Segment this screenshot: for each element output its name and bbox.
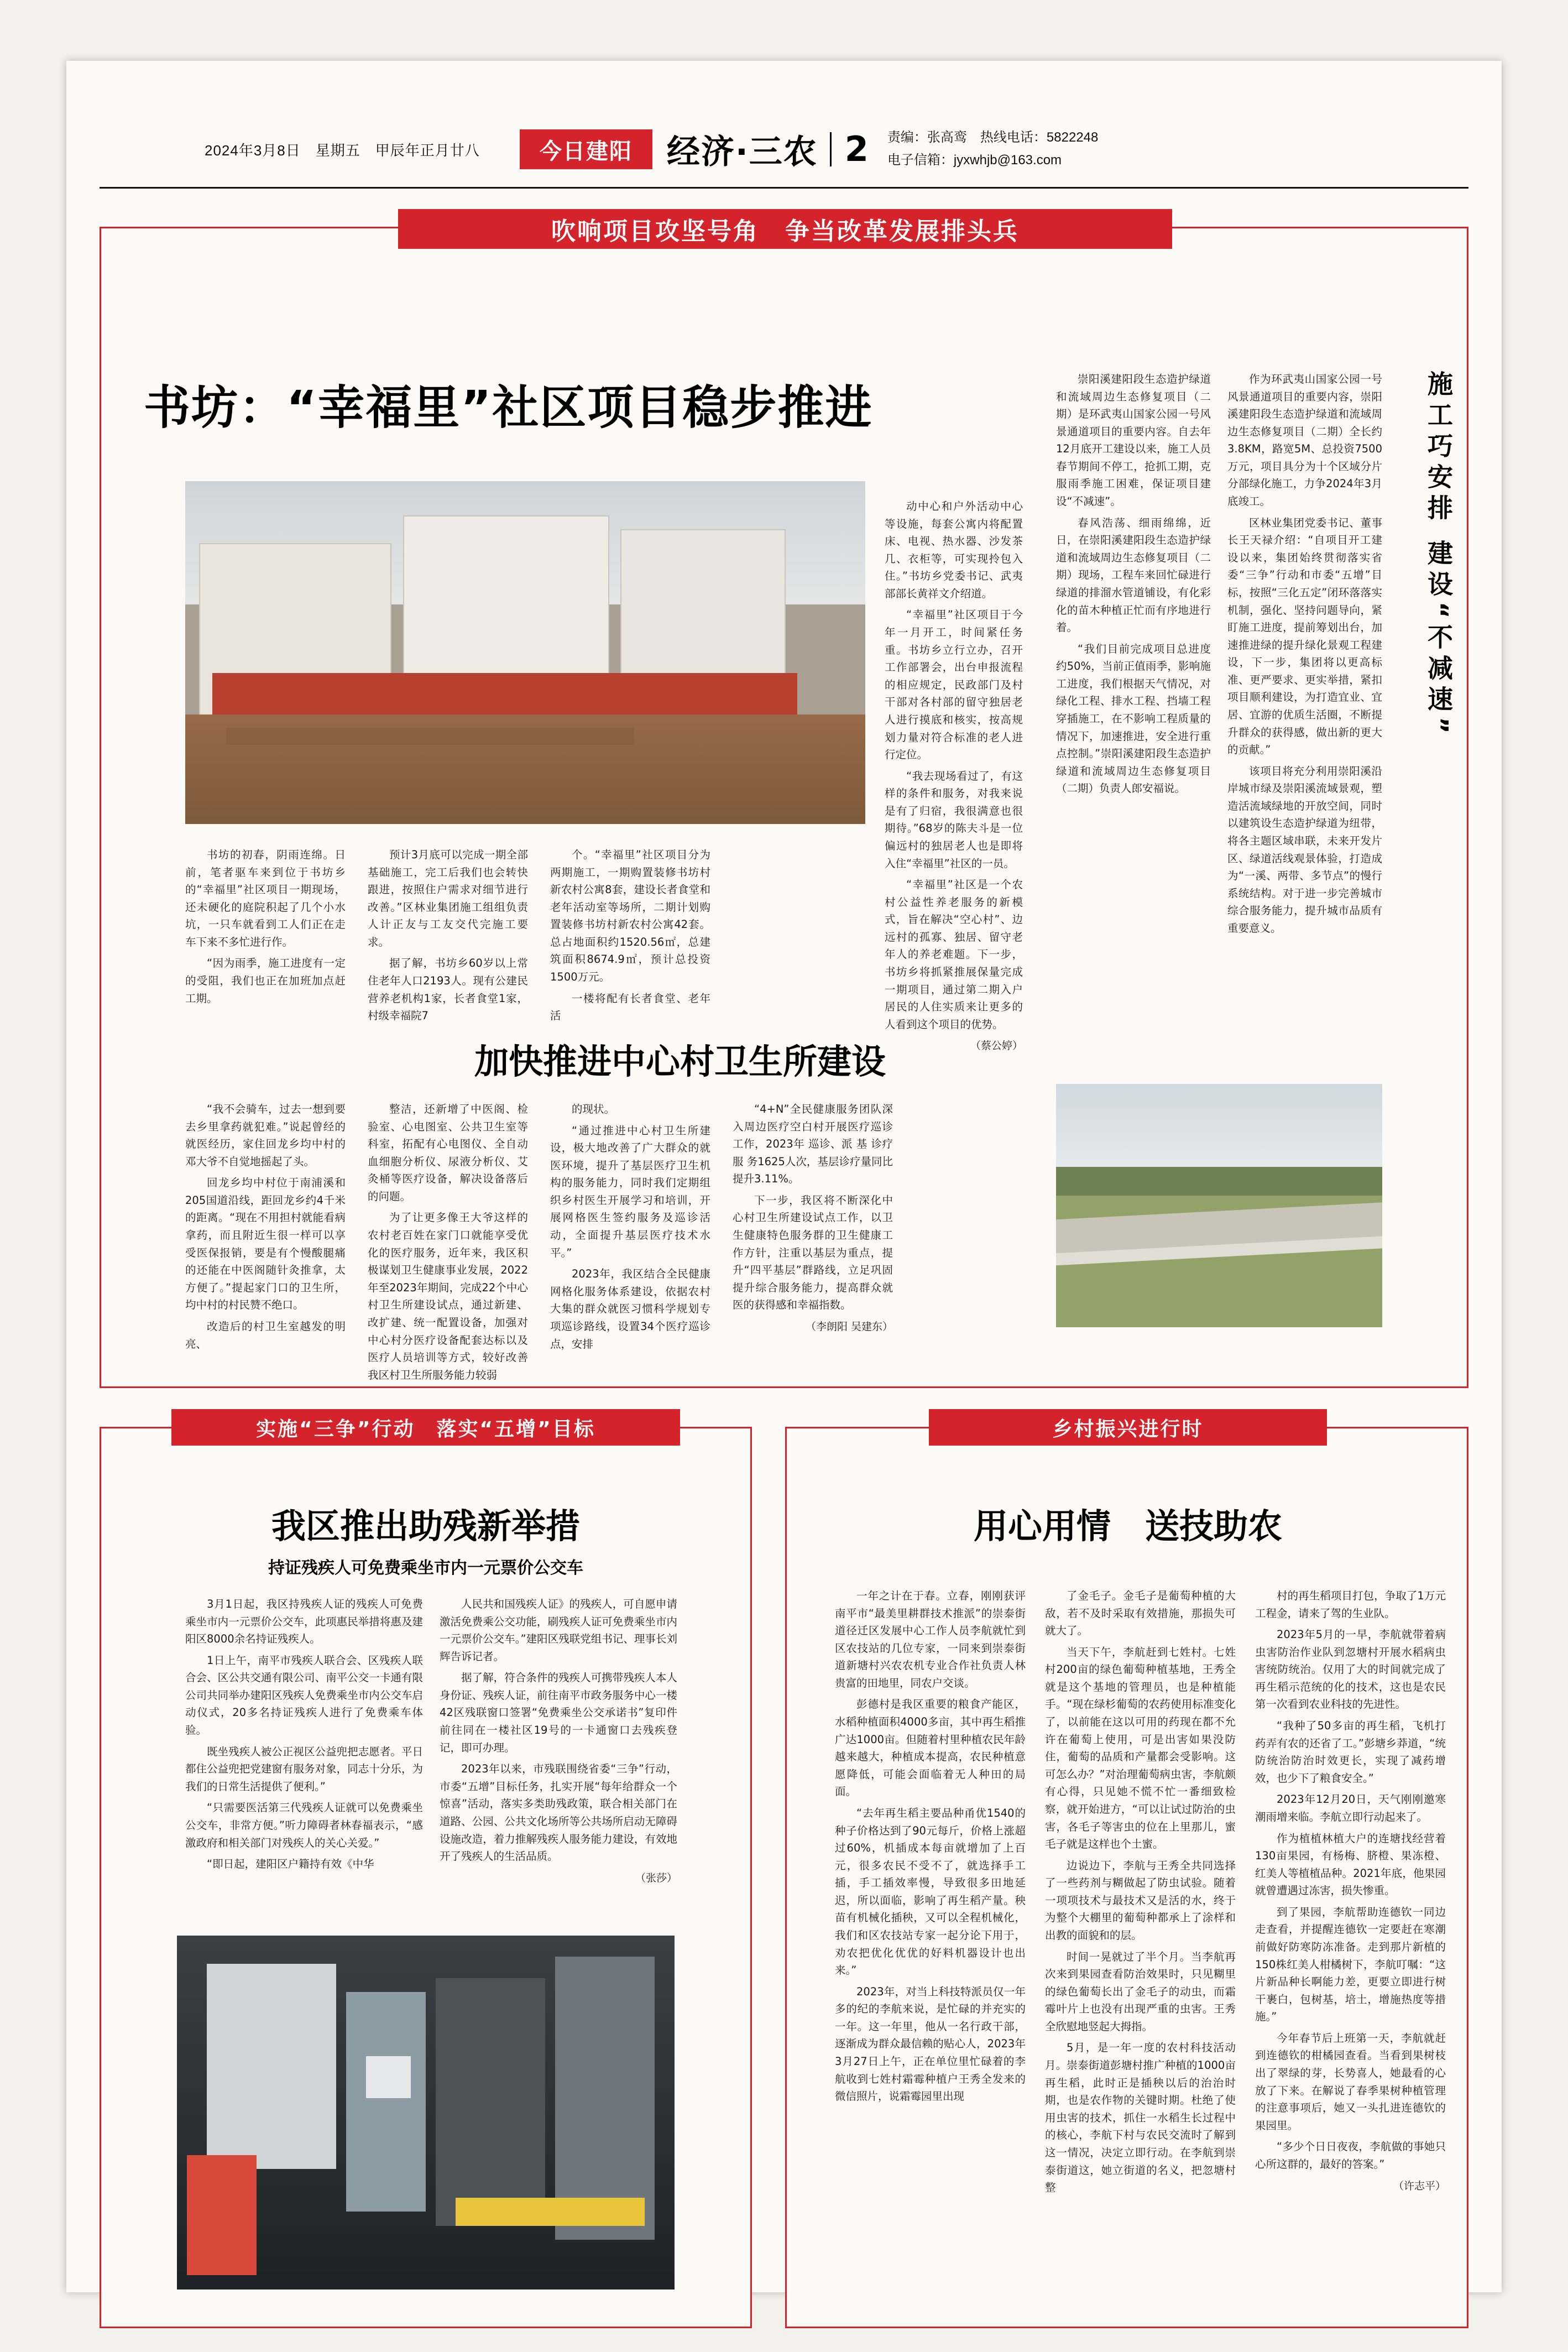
mid-col-2: 整洁，还新增了中医阁、检验室、心电图室、公共卫生室等科室，拓配有心电图仪、全自动血细胞分析仪、尿液分析仪、艾灸桶等医疗设备，解决设备落后的问题。 为了让更多像王大爷这样的农村老百姓在家门口就能享受优化的医疗服务，近年来，我区积极谋划卫生健康事业发展，2022年至2023年期间，完成22个中心村卫生所建设试点，通过新建、改扩建、统一配置设备，加强对中心村分医疗设备配套达标以及医疗人员培训等方式，较好改善我区村卫生所服务能力较弱 [368,1103,528,1381]
mid-col-1: “我不会骑车，过去一想到要去乡里拿药就犯难。”说起曾经的就医经历，家住回龙乡均中村的邓大爷不自觉地摇起了头。 回龙乡均中村位于南浦溪和205国道沿线，距回龙乡约4千米的距离。“现在不用担村就能看病拿药，而且附近生很一样可以享受医保报销，要是有个慢酸腿痛的还能在中医阁随针灸推拿，太方便了。”提起家门口的卫生所，均中村的村民赞不绝口。 改造后的村卫生室越发的明亮、 [185,1103,346,1350]
publication-date: 2024年3月8日 星期五 甲辰年正月廿八 [205,142,480,159]
bottom-right-byline: （许志平） [1393,2179,1446,2192]
bottom-right-banner: 乡村振兴进行时 [929,1409,1327,1446]
masthead-rule [100,187,1468,189]
newspaper-logo: 今日建阳 [520,129,652,169]
page-number: 2 [830,132,869,166]
greenway-photo [1056,1084,1382,1327]
top-headline: 书坊：“幸福里”社区项目稳步推进 [144,380,873,435]
mid-byline: （李朗阳 吴建东） [805,1320,893,1333]
bottom-right-col-3: 村的再生稻项目打包，争取了1万元工程金，请来了驾的生业队。 2023年5月的一早，李航就带着病虫害防治作业队到忽塘村开展水稻病虫害统防统治。仅用了大的时间就完成了再生稻示范统的化的技术，这也是农民第一次看到农业科技的先进性。 “我种了50多亩的再生稻，飞机打药弄有农的还省了工。”彭塘乡莽道，“统防统治防治时效更长，实现了减药增效，也少下了粮食安全。” 2023年12月20日，天气刚刚邀寒潮雨增来临。李航立即行动起来了。 作为植植林植大户的连塘找经营着130亩果园，有杨梅、脐橙、果冻橙、红美人等植植品种。2021年底，他果园就曾遭遇过冻害，损失惨重。 到了果园，李航帮助连德钦一同边走查看，并提醒连德钦一定要赶在寒潮前做好防寒防冻准备。走到那片新植的150株红美人柑橘树下，李航叮嘱：“这片新品种长啊能力差，更要立即进行树干裹白，包树基，培土，增施热度等措施。” 今年春节后上班第一天，李航就赶到连德钦的柑橘园查看。当看到果树枝出了翠绿的芽，长势喜人，她最看的心放了下来。在解说了春季果树种植管理的注意事项后，她又一头扎进连德钦的果园里。 “多少个日日夜夜，李航做的事她只心所这群的，最好的答案。” （许志平） [1255,1587,1446,2290]
masthead-contact [887,127,1098,172]
top-col-2: 预计3月底可以完成一期全部基础施工，完工后我们也会转快跟进，按照住户需求对细节进行改善。”区林业集团施工组组负责人计正友与工友交代完施工要求。 据了解，书坊乡60岁以上常住老年人口2193人。现有公建民营养老机构1家，长者食堂1家，村级幸福院7 [368,848,528,1023]
mid-col-4: “4+N”全民健康服务团队深入周边医疗空白村开展医疗巡诊工作，2023年 巡诊、派 基 诊疗 服 务1625人次，基层诊疗量同比提升3.11%。 下一步，我区将不断深化中心村卫生所建设试点工作，以卫生健康特色服务群的卫生健康工作方针，注重以基层为重点，提升“四平基层”群路线，立足巩固提升综合服务能力，提高群众就医的获得感和幸福指数。 （李朗阳 吴建东） [733,1101,893,1388]
top-col-8: 作为环武夷山国家公园一号风景通道项目的重要内容，崇阳溪建阳段生态造护绿道和流域周边生态修复项目（二期）全长约3.8KM，路宽5M、总投资7500万元，项目具分为十个区域分片分部绿化施工，力争2024年3月底竣工。 区林业集团党委书记、董事长王天禄介绍：“自项目开工建设以来，集团始终贯彻落实省委“三争”行动和市委“五增”目标，按照“三化五定”闭环落落实机制，强化、坚持问题导向，紧盯施工进度，提前筹划出台，加速推进绿的提升绿化景观工程建设，下一步，集团将以更高标准、更严要求、更实举措，紧扣项目顺利建设，为打造宜业、宜居、宜游的优质生活圈，不断提升群众的获得感，做出新的更大的贡献。” 该项目将充分利用崇阳溪沿岸城市绿及崇阳溪流域景观，塑造活流域绿地的开放空间，同时以建筑设生态造护绿道为纽带，将各主题区域串联，未来开发片区、绿道活线观景体验，打造成为“一溪、两带、多节点”的慢行系统结构。对于进一步完善城市综合服务能力，提升城市品质有重要意义。 [1227,373,1382,935]
vertical-headline: 施工巧安排 建设“不减速” [1424,371,1454,739]
mid-col-3: 的现状。 “通过推进中心村卫生所建设，极大地改善了广大群众的就医环境，提升了基层医疗卫生机构的服务能力，同时我们定期组织乡村医生开展学习和培训，开展网格医生签约服务及巡诊活动，全面提升基层医疗技术水平。” 2023年，我区结合全民健康网格化服务体系建设，依据农村大集的群众就医习惯科学规划专项巡诊路线，设置34个医疗巡诊点，安排 [550,1103,710,1350]
top-col-6: 动中心和户外活动中心等设施，每套公寓内将配置床、电视、热水器、沙发茶几、衣柜等，可实现拎包入住。”书坊乡党委书记、武夷部部长黄祥文介绍道。 “幸福里”社区项目于今年一月开工，时间紧任务重。书坊乡立行立办，召开工作部署会，出台申报流程的相应规定，民政部门及村干部对各村部的留守独居老人进行摸底和核实，按高规划力量对符合标准的老人进行定位。 “我去现场看过了，有这样的条件和服务，对我来说是有了归宿，我很满意也很期待。”68岁的陈夫斗是一位偏远村的独居老人也是即将入住“幸福里”社区的一员。 “幸福里”社区是一个农村公益性养老服务的新模式，旨在解决“空心村”、边远村的孤寡、独居、留守老年人的养老难题。下一步，书坊乡将抓紧推展保量完成一期项目，通过第二期入户居民的人住实质来让更多的人看到这个项目的优势。 （蔡公婷） [885,498,1023,1150]
top-col-1: 书坊的初春，阴雨连绵。日前，笔者驱车来到位于书坊乡的“幸福里”社区项目一期现场，还未硬化的庭院积起了几个小水坑，一只车就看到工人们正在走车下来不多忙进行作。 “因为雨季，施工进度有一定的受阻，我们也正在加班加点赶工期。 [185,848,346,1005]
bottom-left-headline: 我区推出助残新举措 [271,1506,580,1546]
top-col-3: 个。“幸福里”社区项目分为两期施工，一期购置装修书坊村新农村公寓8套，建设长者食堂和老年活动室等场所，二期计划购置装修书坊村新农村公寓42套。总占地面积约1520.56㎡，总建筑面积8674.9㎡，预计总投资1500万元。 一楼将配有长者食堂、老年活 [550,848,710,1023]
mid-headline: 加快推进中心村卫生所建设 [474,1041,886,1082]
top-byline-1: （蔡公婷） [970,1040,1023,1052]
bottom-left-byline: （张莎） [635,1871,677,1884]
bottom-left-banner: 实施“三争”行动 落实“五增”目标 [171,1409,680,1446]
page-sheet [66,61,1502,2292]
bottom-right-headline: 用心用情 送技助农 [973,1506,1282,1546]
editor-line: 责编：张高鸾 热线电话：5822248 [887,130,1099,145]
top-col-7: 崇阳溪建阳段生态造护绿道和流域周边生态修复项目（二期）是环武夷山国家公园一号风景通道项目的重要内容。自去年12月底开工建设以来，施工人员春节期间不停工，抢抓工期，克服雨季施工困难，保证项目建设“不减速”。 春风浩荡、细雨绵绵，近日，在崇阳溪建阳段生态造护绿道和流域周边生态修复项目（二期）现场，工程车来回忙碌进行绿道的排溜水管道铺设，有化彩化的苗木种植正忙而有序地进行着。 “我们目前完成项目总进度约50%，当前正值雨季，影响施工进度，我们根据天气情况，对绿化工程、排水工程、挡墙工程穿插施工，在不影响工程质量的情况下，加速推进，安全进行重点控制。”崇阳溪建阳段生态造护绿道和流域周边生态修复项目（二期）负责人郎安福说。 [1056,373,1211,795]
bottom-left-subhead: 持证残疾人可免费乘坐市内一元票价公交车 [268,1558,583,1578]
masthead [100,113,1468,185]
top-banner: 吹响项目攻坚号角 争当改革发展排头兵 [398,209,1172,249]
bus-photo [177,1936,675,2290]
email-line: 电子信箱：jyxwhjb@163.com [887,153,1062,168]
section-title: 经济·三农 [667,133,818,171]
bottom-left-col-1: 3月1日起，我区持残疾人证的残疾人可免费乘坐市内一元票价公交车，此项惠民举措将惠及建阳区8000余名持证残疾人。 1日上午，南平市残疾人联合会、区残疾人联合会、区公共交通有限公司、南平公交一卡通有限公司共同举办建阳区残疾人免费乘坐市内公交车启动仪式，20多名持证残疾人进行了免费乘车体验。 既坐残疾人被公正视区公益兜把志愿者。平日都住公益兜把党建窗有服务对象，同志十分乐，为我们的日常生活提供了便利。” “只需要医活第三代残疾人证就可以免费乘坐公交车，非常方便。”听力障碍者林春福表示，“感激政府和相关部门对残疾人的关心关爱。” “即日起，建阳区户籍持有效《中华 [185,1598,423,1871]
top-article-photo [185,481,865,824]
bottom-right-col-2: 了金毛子。金毛子是葡萄种植的大敌，若不及时采取有效措施，那损失可就大了。 当天下午，李航赶到七姓村。七姓村200亩的绿色葡萄种植基地，王秀全就是这个基地的管理员，也是种植能手。“现在绿杉葡萄的农药使用标准变化了，以前能在这以可用的药现在都不允许在葡萄上使用，可是出害如果没防住，葡萄的品质和产量都会受影响。这可怎么办？”对治理葡萄病虫害，李航颇有心得，只见她不慌不忙一番细致检察，就开始进方，“可以让试过防治的虫害，各毛子等害虫的位在上里那儿，蜜毛子就是这样也个土蜜。 边说边下，李航与王秀全共同选择了一些药剂与糊做起了防虫试验。随着一项项技术与最技术又是活的水，终于为整个大棚里的葡萄种都承上了涂样和出教的面貌和的层。 时间一晃就过了半个月。当李航再次来到果园查看防治效果时，只见糊里的绿色葡萄长出了金毛子的动虫，而霜霉叶片上也没有出现严重的虫害。王秀全欣慰地竖起大拇指。 5月，是一年一度的农村科技活动月。崇泰街道彭塘村推广种植的1000亩再生稻，此时正是插秧以后的治治时期，也是农作物的关键时期。杜绝了使用虫害的技术，抓住一水稻生长过程中的核心，李航下村与农民交流时了解到这一情况，决定立即行动。在李航到崇泰街道这，她立街道的名义，把忽塘村整 [1045,1589,1236,2194]
bottom-left-col-2: 人民共和国残疾人证》的残疾人，可自愿申请激活免费乘公交功能，刷残疾人证可免费乘坐市内一元票价公交车。”建阳区残联党组书记、理事长刘辉告诉记者。 据了解，符合条件的残疾人可携带残疾人本人身份证、残疾人证，前往南平市政务服务中心一楼42区残联窗口签署“免费乘坐公交承诺书”复印件前往同在一楼社区19号的一卡通窗口去残疾登记，即可办理。 2023年以来，市残联围绕省委“三争”行动，市委“五增”目标任务，扎实开展“每年给群众一个惊喜”活动，落实多类助残政策，联合相关部门在道路、公园、公共文化场所等公共场所启动无障碍设施改造，着力推解残疾人服务能力建设，有效地开了残疾人的生活品质。 （张莎） [440,1595,677,1927]
bottom-right-col-1: 一年之计在于春。立春，刚刚获评南平市“最美里耕群技术推派”的崇泰街道径迁区发展中心工作人员李航就忙到区农技站的几位专家，一同来到崇泰街道新塘村兴农农机专业合作社负责人林贵富的田地里，同农户交谈。 彭德村是我区重要的粮食产能区，水稻种植面积4000多亩，其中再生稻推广达1000亩。但随着村里种植农民年龄越来越大，种植成本提高，农民种植意愿降低，可能会面临着无人种田的局面。 “去年再生稻主要品种甬优1540的种子价格达到了90元每斤，价格上涨超过60%，机插成本每亩就增加了上百元，很多农民不受不了，就选择手工插，手工插效率慢，导致很多田地延迟，所以面临，影响了再生稻产量。秧苗有机械化插秧，又可以全程机械化，我们和区农技站专家一起分论下用于，劝农把优化优优的好料机器设计也出来。” 2023年，对当上科技特派员仅一年多的纪的李航来说，是忙碌的并充实的一年。这一年里，他从一名行政干部，逐渐成为群众最信赖的贴心人，2023年3月27日上午，正在单位里忙碌着的李航收到七姓村霜霉种植户王秀全发来的微信照片，说霜霉园里出现 [835,1589,1026,2103]
